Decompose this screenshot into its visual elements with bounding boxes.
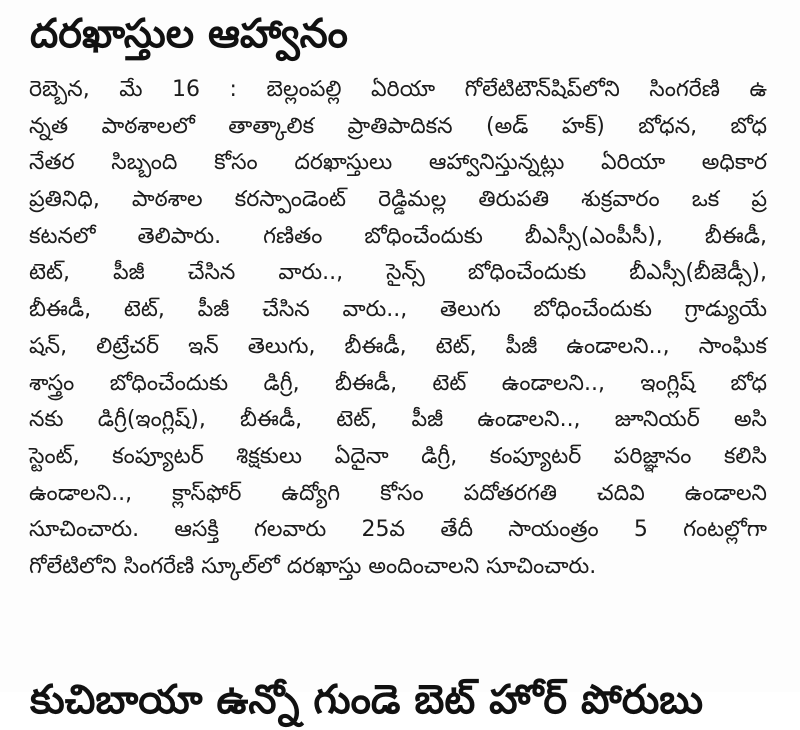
- article-line: టెట్, పీజీ చేసిన వారు.., సైన్స్ బోధించేందుకు బీఎస్సీ(బీజెడ్సీ),: [29, 260, 767, 286]
- article-line: గోలేటిలోని సింగరేణి స్కూల్‌లో దరఖాస్తు అందించాలని సూచించారు.: [29, 553, 597, 579]
- article-line: న్నత పాఠశాలలో తాత్కాలిక ప్రాతిపాదికన (అడ్ హక్) బోధన, బోధ: [29, 113, 767, 139]
- article-line: ప్రతినిధి, పాఠశాల కరస్పాండెంట్ రెడ్డిమల్ల తిరుపతి శుక్రవారం ఒక ప్ర: [29, 187, 767, 213]
- article-line: సూచించారు. ఆసక్తి గలవారు 25వ తేదీ సాయంత్రం 5 గంటల్లోగా: [29, 517, 767, 543]
- article-line: నేతర సిబ్బంది కోసం దరఖాస్తులు ఆహ్వానిస్తున్నట్లు ఏరియా అధికార: [29, 150, 767, 176]
- article-line: రెబ్బెన, మే 16 : బెల్లంపల్లి ఏరియా గోలేటిటౌన్‌షిప్‌లోని సింగరేణి ఉ: [29, 77, 767, 102]
- article-line: శాస్త్రం బోధించేందుకు డిగ్రీ, బీఈడీ, టెట్ ఉండాలని.., ఇంగ్లిష్ బోధ: [29, 370, 767, 396]
- article-line: కటనలో తెలిపారు. గణితం బోధించేందుకు బీఎస్సీ(ఎంపీసీ), బీఈడీ,: [29, 223, 767, 249]
- article-body: [29, 72, 767, 586]
- article-line: నకు డిగ్రీ(ఇంగ్లిష్), బీఈడీ, టెట్, పీజీ ఉండాలని.., జూనియర్ అసి: [29, 407, 767, 433]
- next-article-headline-partial: కుచిబాయా ఉన్నో గుండె బెట్ హోర్ పోరుబు: [30, 677, 704, 723]
- article-headline: దరఖాస్తుల ఆహ్వానం: [30, 11, 348, 57]
- article-line: ఉండాలని.., క్లాస్‌ఫోర్ ఉద్యోగి కోసం పదోతరగతి చదివి ఉండాలని: [29, 480, 767, 506]
- article-line: షన్, లిట్రేచర్ ఇన్ తెలుగు, బీఈడీ, టెట్, పీజీ ఉండాలని.., సాంఘిక: [29, 333, 767, 359]
- article-line: బీఈడీ, టెట్, పీజీ చేసిన వారు.., తెలుగు బోధించేందుకు గ్రాడ్యుయే: [29, 297, 767, 323]
- article-line: స్టెంట్, కంప్యూటర్ శిక్షకులు ఏదైనా డిగ్రీ, కంప్యూటర్ పరిజ్ఞానం కలిసి: [29, 443, 767, 469]
